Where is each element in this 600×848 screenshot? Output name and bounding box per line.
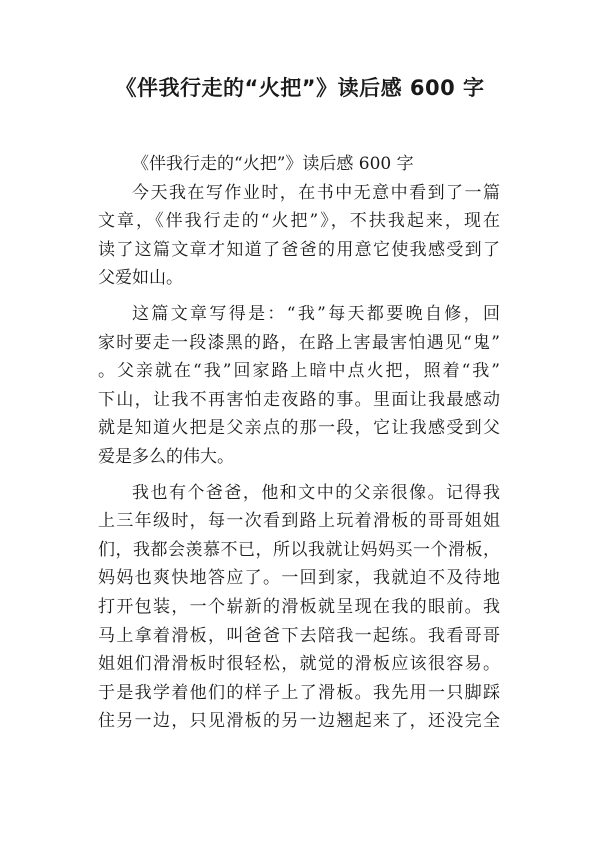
document-title: 《伴我行走的“火把”》读后感 600 字 [115, 76, 485, 100]
paragraph-2 [98, 300, 500, 472]
paragraph-line: 们，我都会羡慕不已，所以我就让妈妈买一个滑板， [98, 539, 500, 560]
paragraph-line: 上三年级时，每一次看到路上玩着滑板的哥哥姐姐 [98, 511, 500, 532]
paragraph-line: 姐姐们滑滑板时很轻松，就觉的滑板应该很容易。 [98, 654, 500, 675]
paragraph-line: 文章，《伴我行走的“火把”》，不扶我起来，现在 [98, 211, 500, 232]
paragraph-line: 于是我学着他们的样子上了滑板。我先用一只脚踩 [98, 682, 500, 703]
paragraph-line: 家时要走一段漆黑的路，在路上害最害怕遇见“鬼” [98, 332, 500, 353]
paragraph-line: 我也有个爸爸，他和文中的父亲很像。记得我 [132, 482, 500, 503]
inline-subtitle: 《伴我行走的“火把”》读后感 600 字 [132, 154, 414, 174]
paragraph-line: 这篇文章写得是：“我”每天都要晚自修，回 [132, 303, 500, 324]
paragraph-line: 。父亲就在“我”回家路上暗中点火把，照着“我” [98, 361, 500, 382]
paragraph-line: 爱是多么的伟大。 [98, 446, 234, 467]
paragraph-line: 下山，让我不再害怕走夜路的事。里面让我最感动 [98, 389, 500, 410]
paragraph-line: 打开包装，一个崭新的滑板就呈现在我的眼前。我 [98, 596, 500, 617]
paragraph-line: 读了这篇文章才知道了爸爸的用意它使我感受到了 [98, 239, 500, 260]
paragraph-line: 马上拿着滑板，叫爸爸下去陪我一起练。我看哥哥 [98, 625, 500, 646]
paragraph-line: 就是知道火把是父亲点的那一段，它让我感受到父 [98, 418, 500, 439]
paragraph-line: 妈妈也爽快地答应了。一回到家，我就迫不及待地 [98, 568, 500, 589]
paragraph-1 [98, 179, 500, 293]
paragraph-line: 住另一边，只见滑板的另一边翘起来了，还没完全 [98, 711, 500, 732]
paragraph-gap [98, 472, 500, 479]
document-body [98, 150, 500, 736]
paragraph-3 [98, 479, 500, 736]
paragraph-line: 今天我在写作业时，在书中无意中看到了一篇 [132, 182, 500, 203]
paragraph-gap [98, 293, 500, 300]
paragraph-line: 父爱如山。 [98, 268, 183, 289]
